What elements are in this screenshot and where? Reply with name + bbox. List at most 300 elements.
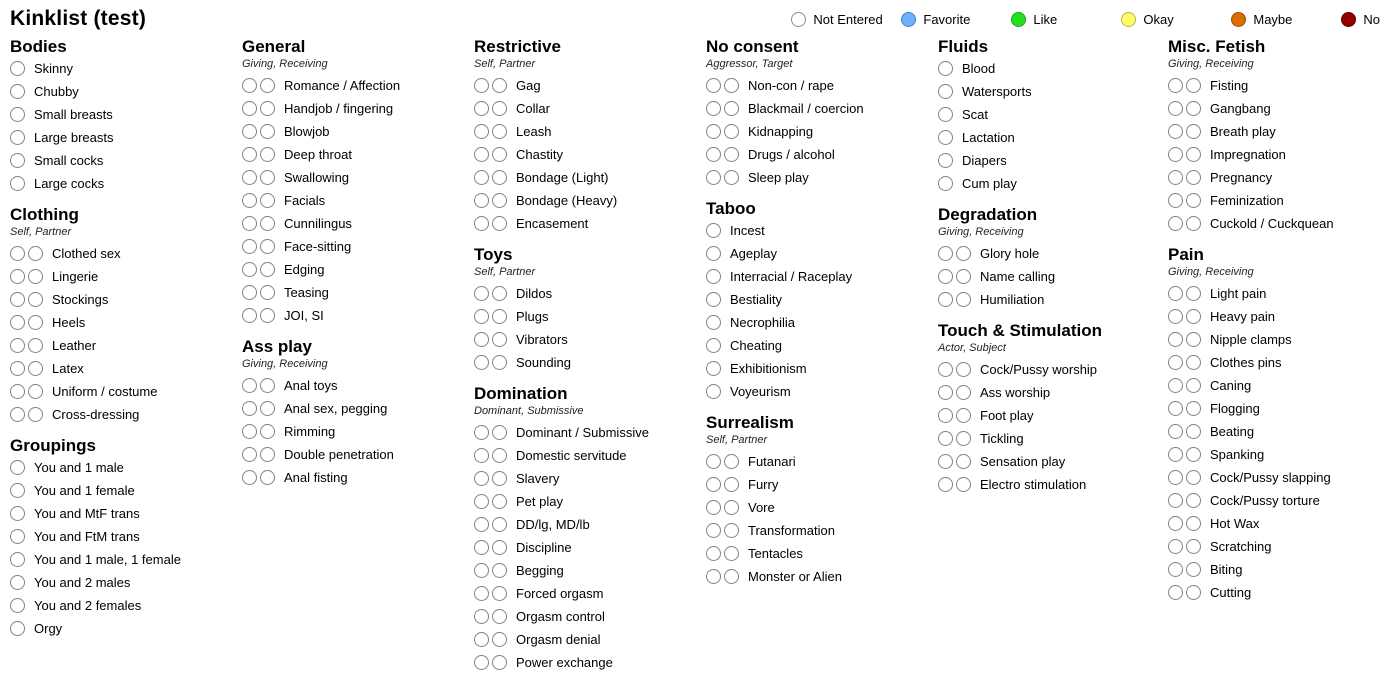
kink-item-label: Anal toys [284, 378, 338, 393]
choice-circle[interactable] [724, 124, 739, 139]
kink-item [10, 502, 242, 525]
category-title: No consent [706, 37, 799, 56]
category-subtitle: Giving, Receiving [1168, 266, 1254, 278]
choice-circle[interactable] [1168, 447, 1183, 462]
choice-circle[interactable] [956, 431, 971, 446]
kink-item [474, 490, 706, 513]
choice-circle[interactable] [474, 147, 489, 162]
legend-item-like [1011, 12, 1121, 27]
kink-item-label: Electro stimulation [980, 477, 1087, 492]
choice-circle[interactable] [492, 193, 507, 208]
choice-circle[interactable] [242, 401, 257, 416]
choice-circle[interactable] [492, 586, 507, 601]
choice-circle[interactable] [10, 130, 25, 145]
choice-circle[interactable] [1186, 216, 1201, 231]
choice-circle[interactable] [724, 454, 739, 469]
choice-circle[interactable] [10, 315, 25, 330]
choice-circle[interactable] [1186, 355, 1201, 370]
kink-item-label: Flogging [1210, 401, 1260, 416]
choice-circle[interactable] [706, 384, 721, 399]
choice-circle[interactable] [938, 454, 953, 469]
choice-circle[interactable] [938, 246, 953, 261]
choice-circle[interactable] [724, 477, 739, 492]
choice-circle[interactable] [938, 61, 953, 76]
choice-circle[interactable] [1186, 516, 1201, 531]
kink-item-label: Voyeurism [730, 384, 791, 399]
choice-circle[interactable] [938, 431, 953, 446]
choice-circle[interactable] [492, 494, 507, 509]
choice-circle[interactable] [474, 609, 489, 624]
choice-circle[interactable] [1186, 193, 1201, 208]
choice-circle[interactable] [1168, 585, 1183, 600]
choice-circle[interactable] [242, 308, 257, 323]
choice-circle[interactable] [10, 338, 25, 353]
choice-circle[interactable] [706, 454, 721, 469]
choice-circle[interactable] [1168, 539, 1183, 554]
kink-item [10, 103, 242, 126]
choice-circle[interactable] [242, 216, 257, 231]
choice-circle[interactable] [956, 408, 971, 423]
choice-circle[interactable] [242, 378, 257, 393]
choice-circle[interactable] [474, 170, 489, 185]
choice-circle[interactable] [1186, 78, 1201, 93]
choice-circle[interactable] [1168, 193, 1183, 208]
choice-circle[interactable] [260, 170, 275, 185]
choice-circle[interactable] [1186, 447, 1201, 462]
kink-item [706, 120, 938, 143]
choice-circle[interactable] [242, 424, 257, 439]
choice-circle[interactable] [474, 286, 489, 301]
choice-circle[interactable] [956, 385, 971, 400]
choice-circle[interactable] [1186, 309, 1201, 324]
choice-circle[interactable] [1168, 562, 1183, 577]
choice-circle[interactable] [28, 384, 43, 399]
kink-item-label: Cock/Pussy worship [980, 362, 1098, 377]
kink-item-label: Leash [516, 124, 552, 139]
choice-circle[interactable] [10, 361, 25, 376]
choice-circle[interactable] [1186, 424, 1201, 439]
kink-item [242, 397, 474, 420]
choice-circle[interactable] [706, 477, 721, 492]
choice-circle[interactable] [492, 332, 507, 347]
kink-item-label: Anal sex, pegging [284, 401, 388, 416]
choice-circle[interactable] [706, 500, 721, 515]
choice-circle[interactable] [956, 362, 971, 377]
choice-circle[interactable] [938, 477, 953, 492]
choice-circle[interactable] [242, 170, 257, 185]
favorite-color-icon [901, 12, 916, 27]
choice-circle[interactable] [1168, 309, 1183, 324]
choice-circle[interactable] [474, 632, 489, 647]
choice-circle[interactable] [1168, 332, 1183, 347]
category-misc-fetish [1168, 37, 1400, 235]
choice-circle[interactable] [724, 101, 739, 116]
kink-item [10, 80, 242, 103]
choice-circle[interactable] [1186, 332, 1201, 347]
kink-item [242, 443, 474, 466]
choice-circle[interactable] [724, 500, 739, 515]
choice-circle[interactable] [492, 448, 507, 463]
choice-circle[interactable] [492, 609, 507, 624]
legend-item-favorite [901, 12, 1011, 27]
choice-circle[interactable] [474, 471, 489, 486]
choice-circle[interactable] [492, 101, 507, 116]
kink-item-label: Biting [1210, 562, 1243, 577]
choice-circle[interactable] [242, 147, 257, 162]
choice-circle[interactable] [492, 517, 507, 532]
choice-circle[interactable] [492, 216, 507, 231]
kink-item-label: Lactation [962, 130, 1015, 145]
choice-circle[interactable] [1168, 170, 1183, 185]
choice-circle[interactable] [724, 170, 739, 185]
choice-circle[interactable] [938, 176, 953, 191]
kink-item [474, 189, 706, 212]
choice-circle[interactable] [938, 269, 953, 284]
kink-item-label: Non-con / rape [748, 78, 834, 93]
choice-circle[interactable] [260, 147, 275, 162]
choice-circle[interactable] [492, 563, 507, 578]
choice-circle[interactable] [474, 78, 489, 93]
kink-item-label: You and MtF trans [34, 506, 140, 521]
choice-circle[interactable] [938, 292, 953, 307]
choice-circle[interactable] [1168, 424, 1183, 439]
kink-item-label: Spanking [1210, 447, 1265, 462]
kink-item [938, 381, 1168, 404]
choice-circle[interactable] [1168, 124, 1183, 139]
choice-circle[interactable] [28, 315, 43, 330]
choice-circle[interactable] [242, 193, 257, 208]
choice-circle[interactable] [492, 425, 507, 440]
category-pain [1168, 245, 1400, 604]
kink-item [10, 334, 242, 357]
kink-column [1168, 34, 1400, 614]
kink-item [938, 149, 1168, 172]
choice-circle[interactable] [260, 262, 275, 277]
kink-item-label: Ass worship [980, 385, 1051, 400]
kink-item [10, 265, 242, 288]
choice-circle[interactable] [242, 262, 257, 277]
choice-circle[interactable] [10, 407, 25, 422]
choice-circle[interactable] [10, 575, 25, 590]
choice-circle[interactable] [474, 216, 489, 231]
choice-circle[interactable] [474, 448, 489, 463]
kink-item-label: Sensation play [980, 454, 1066, 469]
choice-circle[interactable] [1168, 401, 1183, 416]
choice-circle[interactable] [706, 147, 721, 162]
choice-circle[interactable] [956, 269, 971, 284]
choice-circle[interactable] [1168, 216, 1183, 231]
choice-circle[interactable] [260, 78, 275, 93]
kink-item [706, 473, 938, 496]
choice-circle[interactable] [492, 355, 507, 370]
choice-circle[interactable] [724, 523, 739, 538]
kink-item-label: Diapers [962, 153, 1007, 168]
choice-circle[interactable] [724, 546, 739, 561]
choice-circle[interactable] [1186, 101, 1201, 116]
legend-item-maybe [1231, 12, 1341, 27]
choice-circle[interactable] [260, 447, 275, 462]
choice-circle[interactable] [956, 454, 971, 469]
kink-item [10, 172, 242, 195]
kink-item-label: Blowjob [284, 124, 330, 139]
choice-circle[interactable] [1168, 355, 1183, 370]
choice-circle[interactable] [938, 153, 953, 168]
choice-circle[interactable] [474, 355, 489, 370]
kink-item [242, 74, 474, 97]
choice-circle[interactable] [706, 170, 721, 185]
choice-circle[interactable] [706, 246, 721, 261]
choice-circle[interactable] [10, 506, 25, 521]
choice-circle[interactable] [938, 107, 953, 122]
kink-item-label: Cum play [962, 176, 1017, 191]
kink-item [242, 281, 474, 304]
choice-circle[interactable] [260, 470, 275, 485]
kink-item [1168, 305, 1400, 328]
choice-circle[interactable] [492, 655, 507, 670]
choice-circle[interactable] [706, 338, 721, 353]
choice-circle[interactable] [10, 292, 25, 307]
choice-circle[interactable] [260, 285, 275, 300]
choice-circle[interactable] [1186, 378, 1201, 393]
choice-circle[interactable] [1168, 516, 1183, 531]
legend [791, 12, 1380, 27]
category-touch-stimulation [938, 321, 1168, 496]
category-title: Surrealism [706, 413, 794, 432]
choice-circle[interactable] [938, 362, 953, 377]
category-clothing [10, 205, 242, 426]
choice-circle[interactable] [10, 84, 25, 99]
choice-circle[interactable] [260, 424, 275, 439]
kink-item [10, 479, 242, 502]
choice-circle[interactable] [706, 78, 721, 93]
kink-item [474, 120, 706, 143]
choice-circle[interactable] [28, 338, 43, 353]
choice-circle[interactable] [706, 315, 721, 330]
choice-circle[interactable] [724, 147, 739, 162]
choice-circle[interactable] [956, 292, 971, 307]
choice-circle[interactable] [10, 61, 25, 76]
choice-circle[interactable] [10, 483, 25, 498]
choice-circle[interactable] [260, 124, 275, 139]
kink-item [706, 265, 938, 288]
choice-circle[interactable] [474, 193, 489, 208]
choice-circle[interactable] [242, 285, 257, 300]
choice-circle[interactable] [474, 517, 489, 532]
kink-item [706, 496, 938, 519]
kink-item [1168, 443, 1400, 466]
kink-item-label: You and FtM trans [34, 529, 140, 544]
choice-circle[interactable] [706, 223, 721, 238]
category-domination [474, 384, 706, 674]
choice-circle[interactable] [724, 569, 739, 584]
choice-circle[interactable] [492, 124, 507, 139]
category-subtitle: Self, Partner [10, 226, 72, 238]
choice-circle[interactable] [1186, 539, 1201, 554]
choice-circle[interactable] [474, 563, 489, 578]
choice-circle[interactable] [242, 78, 257, 93]
category-title: Taboo [706, 199, 756, 218]
kink-item-label: Plugs [516, 309, 549, 324]
choice-circle[interactable] [10, 552, 25, 567]
choice-circle[interactable] [260, 378, 275, 393]
choice-circle[interactable] [474, 586, 489, 601]
kink-item-label: Bondage (Heavy) [516, 193, 618, 208]
choice-circle[interactable] [28, 361, 43, 376]
choice-circle[interactable] [1186, 493, 1201, 508]
kink-item-label: Futanari [748, 454, 796, 469]
choice-circle[interactable] [706, 361, 721, 376]
choice-circle[interactable] [10, 598, 25, 613]
choice-circle[interactable] [492, 78, 507, 93]
kink-item-label: Foot play [980, 408, 1034, 423]
choice-circle[interactable] [938, 130, 953, 145]
choice-circle[interactable] [474, 332, 489, 347]
choice-circle[interactable] [938, 84, 953, 99]
kink-item [938, 358, 1168, 381]
choice-circle[interactable] [492, 540, 507, 555]
choice-circle[interactable] [724, 78, 739, 93]
kink-item [706, 357, 938, 380]
choice-circle[interactable] [10, 384, 25, 399]
choice-circle[interactable] [492, 471, 507, 486]
kink-item [474, 421, 706, 444]
category-subtitle: Giving, Receiving [242, 58, 328, 70]
choice-circle[interactable] [492, 286, 507, 301]
choice-circle[interactable] [1168, 147, 1183, 162]
choice-circle[interactable] [1186, 170, 1201, 185]
choice-circle[interactable] [10, 269, 25, 284]
choice-circle[interactable] [474, 425, 489, 440]
kink-item-label: Edging [284, 262, 325, 277]
kink-item [1168, 558, 1400, 581]
kink-item-label: Latex [52, 361, 84, 376]
kink-item-label: Feminization [1210, 193, 1284, 208]
kink-item-label: Blackmail / coercion [748, 101, 864, 116]
choice-circle[interactable] [1168, 78, 1183, 93]
kink-item-label: Furry [748, 477, 779, 492]
kink-item [10, 403, 242, 426]
category-subtitle: Dominant, Submissive [474, 405, 584, 417]
kink-item [1168, 535, 1400, 558]
category-restrictive [474, 37, 706, 235]
choice-circle[interactable] [10, 529, 25, 544]
kink-item-label: Domestic servitude [516, 448, 627, 463]
kink-item [474, 536, 706, 559]
choice-circle[interactable] [492, 309, 507, 324]
choice-circle[interactable] [28, 269, 43, 284]
choice-circle[interactable] [706, 546, 721, 561]
choice-circle[interactable] [28, 292, 43, 307]
choice-circle[interactable] [474, 655, 489, 670]
choice-circle[interactable] [10, 246, 25, 261]
choice-circle[interactable] [1186, 147, 1201, 162]
kink-item-label: Handjob / fingering [284, 101, 394, 116]
kink-item [1168, 351, 1400, 374]
choice-circle[interactable] [28, 246, 43, 261]
choice-circle[interactable] [1186, 470, 1201, 485]
kink-item-label: Collar [516, 101, 550, 116]
choice-circle[interactable] [260, 239, 275, 254]
choice-circle[interactable] [1168, 470, 1183, 485]
kink-item-label: Caning [1210, 378, 1252, 393]
choice-circle[interactable] [242, 447, 257, 462]
kink-item-label: Dominant / Submissive [516, 425, 649, 440]
choice-circle[interactable] [474, 309, 489, 324]
kink-item [10, 617, 242, 640]
kink-item [938, 450, 1168, 473]
choice-circle[interactable] [242, 124, 257, 139]
choice-circle[interactable] [28, 407, 43, 422]
choice-circle[interactable] [474, 101, 489, 116]
kink-item [1168, 466, 1400, 489]
choice-circle[interactable] [1186, 286, 1201, 301]
choice-circle[interactable] [938, 408, 953, 423]
choice-circle[interactable] [474, 540, 489, 555]
choice-circle[interactable] [260, 193, 275, 208]
choice-circle[interactable] [1186, 401, 1201, 416]
choice-circle[interactable] [492, 632, 507, 647]
choice-circle[interactable] [260, 401, 275, 416]
choice-circle[interactable] [242, 470, 257, 485]
kink-item-label: Cunnilingus [284, 216, 352, 231]
choice-circle[interactable] [1186, 124, 1201, 139]
kink-item-label: Chastity [516, 147, 563, 162]
choice-circle[interactable] [492, 147, 507, 162]
choice-circle[interactable] [10, 621, 25, 636]
choice-circle[interactable] [956, 477, 971, 492]
choice-circle[interactable] [706, 569, 721, 584]
choice-circle[interactable] [474, 494, 489, 509]
header [0, 0, 1400, 34]
choice-circle[interactable] [706, 523, 721, 538]
choice-circle[interactable] [1186, 585, 1201, 600]
kink-item [474, 97, 706, 120]
kink-item [10, 149, 242, 172]
kink-item [474, 559, 706, 582]
choice-circle[interactable] [242, 101, 257, 116]
choice-circle[interactable] [260, 308, 275, 323]
choice-circle[interactable] [10, 176, 25, 191]
kink-item [474, 282, 706, 305]
choice-circle[interactable] [492, 170, 507, 185]
choice-circle[interactable] [1186, 562, 1201, 577]
choice-circle[interactable] [938, 385, 953, 400]
choice-circle[interactable] [706, 101, 721, 116]
choice-circle[interactable] [260, 216, 275, 231]
choice-circle[interactable] [1168, 101, 1183, 116]
choice-circle[interactable] [706, 269, 721, 284]
choice-circle[interactable] [706, 292, 721, 307]
kink-item-label: Nipple clamps [1210, 332, 1292, 347]
kink-item [938, 57, 1168, 80]
choice-circle[interactable] [474, 124, 489, 139]
kink-item-label: Small cocks [34, 153, 104, 168]
kink-item-label: Gangbang [1210, 101, 1271, 116]
choice-circle[interactable] [706, 124, 721, 139]
kink-item [242, 120, 474, 143]
choice-circle[interactable] [10, 153, 25, 168]
category-degradation [938, 205, 1168, 311]
choice-circle[interactable] [1168, 286, 1183, 301]
choice-circle[interactable] [242, 239, 257, 254]
choice-circle[interactable] [1168, 493, 1183, 508]
choice-circle[interactable] [10, 107, 25, 122]
choice-circle[interactable] [1168, 378, 1183, 393]
kink-column [706, 34, 938, 598]
choice-circle[interactable] [956, 246, 971, 261]
choice-circle[interactable] [10, 460, 25, 475]
choice-circle[interactable] [260, 101, 275, 116]
